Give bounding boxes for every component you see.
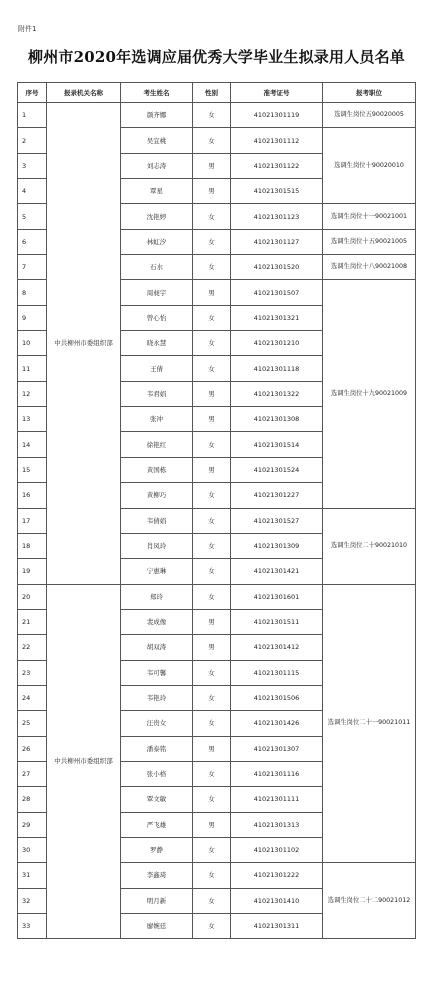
position-cell: 选调生岗位二十一90021011 — [323, 584, 416, 863]
exam-id: 41021301122 — [231, 153, 323, 178]
candidate-gender: 女 — [193, 356, 231, 381]
position-cell: 选调生岗位十一90021001 — [323, 204, 416, 229]
candidate-gender: 女 — [193, 483, 231, 508]
candidate-name: 王倩 — [121, 356, 193, 381]
row-number: 22 — [18, 635, 47, 660]
exam-id: 41021301119 — [231, 103, 323, 128]
candidate-gender: 男 — [193, 153, 231, 178]
row-number: 33 — [18, 914, 47, 939]
row-number: 28 — [18, 787, 47, 812]
candidate-gender: 女 — [193, 888, 231, 913]
candidate-name: 廖婉廷 — [121, 914, 193, 939]
candidate-name: 周昶宇 — [121, 280, 193, 305]
exam-id: 41021301210 — [231, 331, 323, 356]
exam-id: 41021301410 — [231, 888, 323, 913]
exam-id: 41021301507 — [231, 280, 323, 305]
row-number: 19 — [18, 559, 47, 584]
organization-cell: 中共柳州市委组织部 — [47, 103, 121, 585]
candidate-name: 覃文敏 — [121, 787, 193, 812]
candidate-gender: 女 — [193, 255, 231, 280]
exam-id: 41021301102 — [231, 837, 323, 862]
row-number: 7 — [18, 255, 47, 280]
row-number: 1 — [18, 103, 47, 128]
row-number: 2 — [18, 128, 47, 153]
candidate-name: 韦艳玲 — [121, 685, 193, 710]
roster-table — [17, 82, 416, 939]
candidate-gender: 女 — [193, 914, 231, 939]
candidate-name: 罗静 — [121, 837, 193, 862]
candidate-name: 潘泰铭 — [121, 736, 193, 761]
candidate-name: 韦君娟 — [121, 381, 193, 406]
candidate-name: 裴成像 — [121, 609, 193, 634]
header-row — [18, 83, 416, 103]
exam-id: 41021301112 — [231, 128, 323, 153]
candidate-gender: 女 — [193, 305, 231, 330]
exam-id: 41021301527 — [231, 508, 323, 533]
exam-id: 41021301421 — [231, 559, 323, 584]
candidate-gender: 男 — [193, 407, 231, 432]
candidate-name: 李鑫琦 — [121, 863, 193, 888]
table-row — [18, 103, 416, 128]
candidate-name: 宁惠琳 — [121, 559, 193, 584]
candidate-gender: 女 — [193, 559, 231, 584]
row-number: 17 — [18, 508, 47, 533]
candidate-name: 颜齐娜 — [121, 103, 193, 128]
candidate-gender: 女 — [193, 508, 231, 533]
candidate-name: 明月新 — [121, 888, 193, 913]
exam-id: 41021301601 — [231, 584, 323, 609]
candidate-name: 覃星 — [121, 179, 193, 204]
row-number: 12 — [18, 381, 47, 406]
exam-id: 41021301313 — [231, 812, 323, 837]
candidate-name: 韦可馨 — [121, 660, 193, 685]
header-exam-id: 准考证号 — [231, 83, 323, 103]
position-cell: 选调生岗位五90020005 — [323, 103, 416, 128]
row-number: 11 — [18, 356, 47, 381]
candidate-gender: 男 — [193, 736, 231, 761]
row-number: 20 — [18, 584, 47, 609]
candidate-name: 黄国栋 — [121, 457, 193, 482]
candidate-name: 黄柳巧 — [121, 483, 193, 508]
row-number: 15 — [18, 457, 47, 482]
row-number: 9 — [18, 305, 47, 330]
exam-id: 41021301515 — [231, 179, 323, 204]
candidate-gender: 女 — [193, 331, 231, 356]
position-cell: 选调生岗位十九90021009 — [323, 280, 416, 508]
candidate-name: 曾心怡 — [121, 305, 193, 330]
row-number: 24 — [18, 685, 47, 710]
row-number: 26 — [18, 736, 47, 761]
exam-id: 41021301520 — [231, 255, 323, 280]
candidate-gender: 女 — [193, 533, 231, 558]
exam-id: 41021301322 — [231, 381, 323, 406]
row-number: 30 — [18, 837, 47, 862]
row-number: 27 — [18, 761, 47, 786]
row-number: 8 — [18, 280, 47, 305]
row-number: 21 — [18, 609, 47, 634]
row-number: 14 — [18, 432, 47, 457]
exam-id: 41021301115 — [231, 660, 323, 685]
candidate-gender: 男 — [193, 812, 231, 837]
annex-label: 附件1 — [18, 25, 37, 33]
candidate-name: 石水 — [121, 255, 193, 280]
candidate-gender: 女 — [193, 685, 231, 710]
exam-id: 41021301514 — [231, 432, 323, 457]
exam-id: 41021301307 — [231, 736, 323, 761]
row-number: 32 — [18, 888, 47, 913]
exam-id: 41021301118 — [231, 356, 323, 381]
candidate-name: 徐艳红 — [121, 432, 193, 457]
exam-id: 41021301123 — [231, 204, 323, 229]
candidate-name: 汪贵女 — [121, 711, 193, 736]
candidate-gender: 女 — [193, 128, 231, 153]
candidate-gender: 女 — [193, 432, 231, 457]
exam-id: 41021301227 — [231, 483, 323, 508]
candidate-name: 严飞雄 — [121, 812, 193, 837]
candidate-gender: 女 — [193, 204, 231, 229]
header-number: 序号 — [18, 83, 47, 103]
candidate-gender: 女 — [193, 584, 231, 609]
exam-id: 41021301321 — [231, 305, 323, 330]
candidate-gender: 女 — [193, 711, 231, 736]
position-cell: 选调生岗位二十90021010 — [323, 508, 416, 584]
candidate-name: 张小格 — [121, 761, 193, 786]
row-number: 23 — [18, 660, 47, 685]
candidate-name: 胡双涛 — [121, 635, 193, 660]
exam-id: 41021301127 — [231, 229, 323, 254]
exam-id: 41021301309 — [231, 533, 323, 558]
row-number: 4 — [18, 179, 47, 204]
position-cell: 选调生岗位十90020010 — [323, 128, 416, 204]
row-number: 25 — [18, 711, 47, 736]
candidate-gender: 男 — [193, 280, 231, 305]
exam-id: 41021301222 — [231, 863, 323, 888]
position-cell: 选调生岗位十八90021008 — [323, 255, 416, 280]
row-number: 13 — [18, 407, 47, 432]
document-title: 柳州市2020年选调应届优秀大学毕业生拟录用人员名单 — [28, 48, 405, 66]
candidate-gender: 女 — [193, 787, 231, 812]
candidate-name: 韦倩娟 — [121, 508, 193, 533]
header-candidate-name: 考生姓名 — [121, 83, 193, 103]
candidate-gender: 男 — [193, 635, 231, 660]
exam-id: 41021301506 — [231, 685, 323, 710]
row-number: 3 — [18, 153, 47, 178]
candidate-name: 沈艳婷 — [121, 204, 193, 229]
candidate-gender: 女 — [193, 660, 231, 685]
exam-id: 41021301116 — [231, 761, 323, 786]
candidate-gender: 男 — [193, 457, 231, 482]
candidate-gender: 男 — [193, 381, 231, 406]
exam-id: 41021301111 — [231, 787, 323, 812]
candidate-name: 晓永慧 — [121, 331, 193, 356]
candidate-gender: 女 — [193, 863, 231, 888]
candidate-name: 吴宜桃 — [121, 128, 193, 153]
row-number: 10 — [18, 331, 47, 356]
header-position: 报考职位 — [323, 83, 416, 103]
row-number: 31 — [18, 863, 47, 888]
exam-id: 41021301311 — [231, 914, 323, 939]
exam-id: 41021301524 — [231, 457, 323, 482]
row-number: 6 — [18, 229, 47, 254]
candidate-gender: 女 — [193, 761, 231, 786]
candidate-name: 张冲 — [121, 407, 193, 432]
position-cell: 选调生岗位十五90021005 — [323, 229, 416, 254]
exam-id: 41021301426 — [231, 711, 323, 736]
candidate-gender: 男 — [193, 179, 231, 204]
candidate-name: 林虹汐 — [121, 229, 193, 254]
roster-body — [18, 103, 416, 939]
exam-id: 41021301412 — [231, 635, 323, 660]
candidate-gender: 女 — [193, 837, 231, 862]
table-row — [18, 584, 416, 609]
header-gender: 性别 — [193, 83, 231, 103]
candidate-name: 刘志涛 — [121, 153, 193, 178]
row-number: 29 — [18, 812, 47, 837]
exam-id: 41021301308 — [231, 407, 323, 432]
candidate-name: 肖凤玲 — [121, 533, 193, 558]
row-number: 18 — [18, 533, 47, 558]
candidate-gender: 女 — [193, 103, 231, 128]
exam-id: 41021301511 — [231, 609, 323, 634]
organization-cell: 中共柳州市委组织部 — [47, 584, 121, 939]
position-cell: 选调生岗位二十二90021012 — [323, 863, 416, 939]
header-organization: 报录机关名称 — [47, 83, 121, 103]
candidate-gender: 女 — [193, 229, 231, 254]
row-number: 16 — [18, 483, 47, 508]
candidate-name: 郑玲 — [121, 584, 193, 609]
row-number: 5 — [18, 204, 47, 229]
candidate-gender: 男 — [193, 609, 231, 634]
